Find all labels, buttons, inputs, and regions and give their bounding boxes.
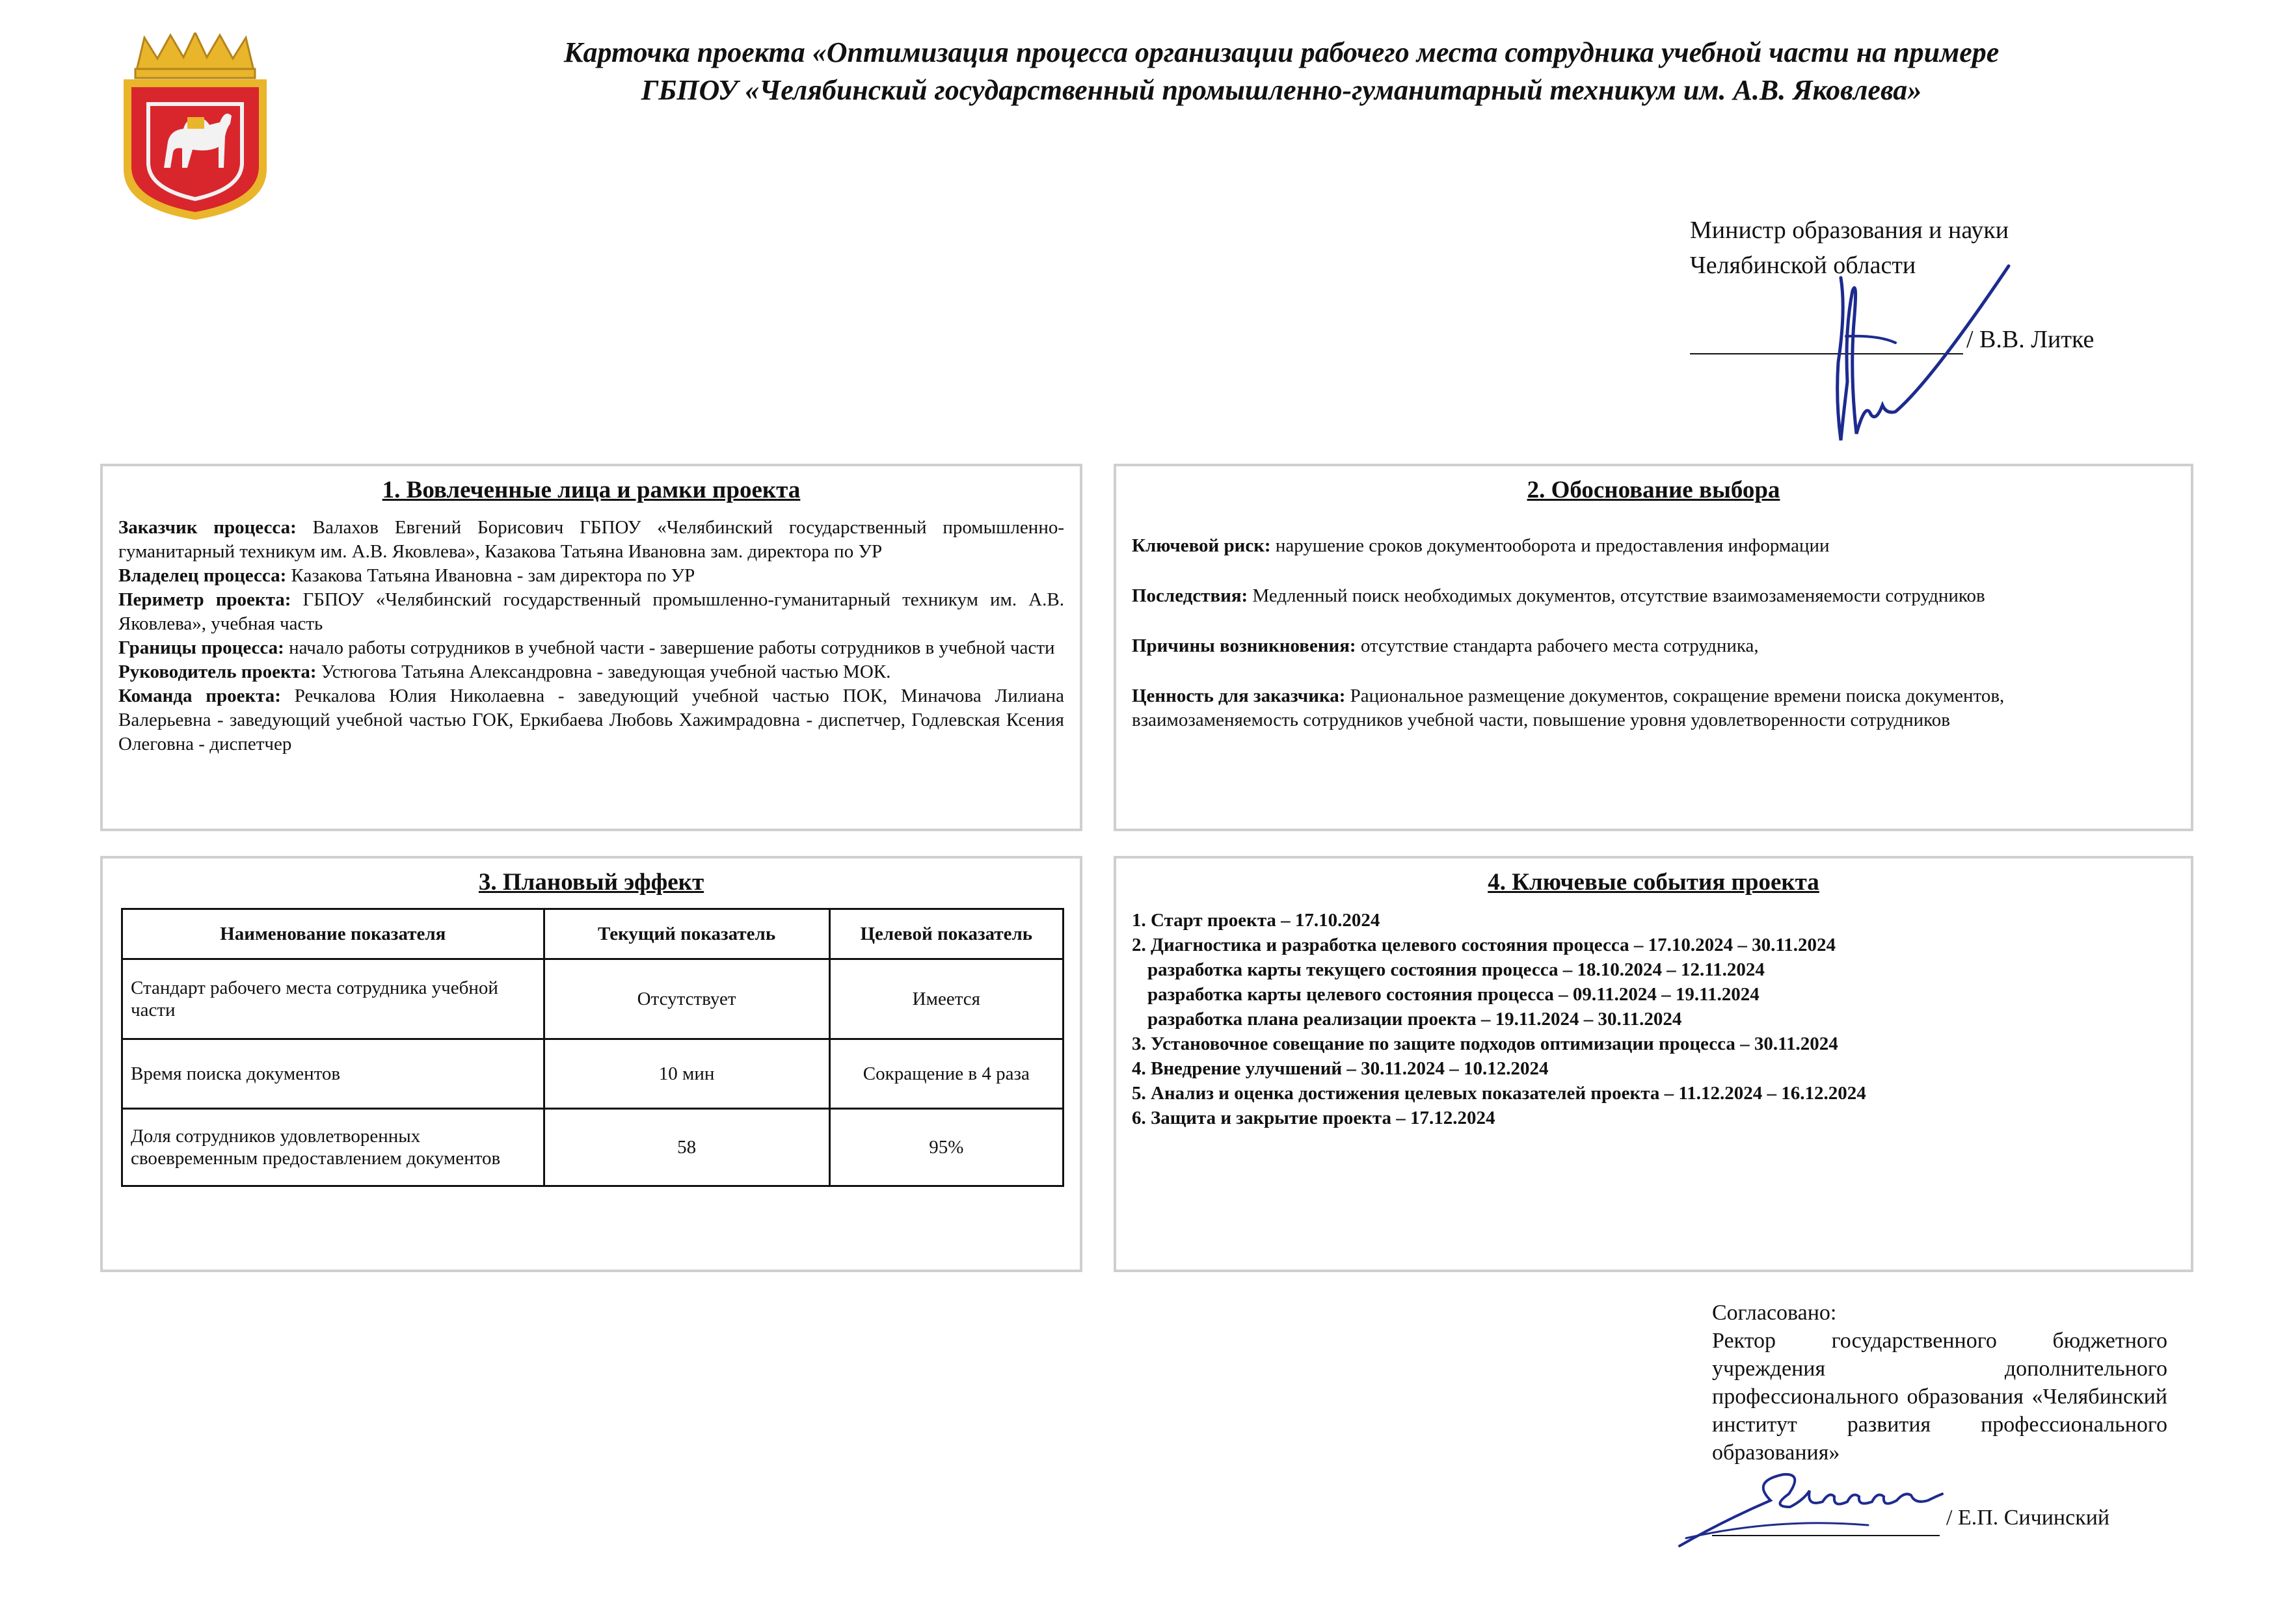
table-header-row bbox=[122, 909, 1064, 959]
section-3-title: 3. Плановый эффект bbox=[478, 869, 704, 896]
section-planned-effect bbox=[100, 856, 1082, 1272]
event-subitem: разработка карты целевого состояния процесса – 09.11.2024 – 19.11.2024 bbox=[1147, 984, 1760, 1005]
table-row bbox=[122, 1039, 1064, 1109]
justification-item: Последствия: Медленный поиск необходимых документов, отсутствие взаимозаменяемости сотрудников bbox=[1132, 585, 1985, 606]
event-item: 1. Старт проекта – 17.10.2024 bbox=[1132, 910, 1380, 931]
table-row bbox=[122, 959, 1064, 1039]
event-item: 5. Анализ и оценка достижения целевых показателей проекта – 11.12.2024 – 16.12.2024 bbox=[1132, 1083, 1866, 1104]
event-subitem: разработка карты текущего состояния процесса – 18.10.2024 – 12.11.2024 bbox=[1147, 959, 1765, 980]
agreement-position: Ректор государственного бюджетного учреждения дополнительного профессионального образования «Челябинский институт развития профессионального образования» bbox=[1712, 1329, 2167, 1465]
table-header-cell: Целевой показатель bbox=[829, 909, 1063, 959]
rector-signature bbox=[1673, 1455, 1946, 1552]
document-title bbox=[403, 34, 2160, 109]
table-cell: Время поиска документов bbox=[122, 1039, 544, 1109]
title-line-1: Карточка проекта «Оптимизация процесса организации рабочего места сотрудника учебной части на примере bbox=[563, 36, 2000, 68]
agreement-header: Согласовано: bbox=[1712, 1301, 1837, 1325]
coat-of-arms-icon bbox=[111, 33, 280, 221]
event-subitem: разработка плана реализации проекта – 19.11.2024 – 30.11.2024 bbox=[1147, 1009, 1682, 1030]
event-item: 3. Установочное совещание по защите подходов оптимизации процесса – 30.11.2024 bbox=[1132, 1033, 1838, 1054]
section-2-title: 2. Обоснование выбора bbox=[1527, 477, 1780, 503]
title-line-2: ГБПОУ «Челябинский государственный промышленно-гуманитарный техникум им. А.В. Яковлева» bbox=[641, 74, 1922, 106]
table-cell: Доля сотрудников удовлетворенных своевременным предоставлением документов bbox=[122, 1109, 544, 1186]
section-justification bbox=[1114, 464, 2193, 831]
stakeholder-item: Команда проекта: Речкалова Юлия Николаевна - заведующий учебной частью ПОК, Миначова Лилиана Валерьевна - заведующий учебной частью ГОК, Еркибаева Любовь Хажимрадовна - диспетчер, Годлевская Ксения Олеговна - диспетчер bbox=[118, 686, 1064, 754]
effect-table bbox=[121, 908, 1064, 1187]
table-cell: Сокращение в 4 раза bbox=[829, 1039, 1063, 1109]
table-header-cell: Наименование показателя bbox=[122, 909, 544, 959]
section-4-title: 4. Ключевые события проекта bbox=[1488, 869, 1819, 896]
table-cell: 10 мин bbox=[544, 1039, 829, 1109]
event-item: 4. Внедрение улучшений – 30.11.2024 – 10.12.2024 bbox=[1132, 1058, 1549, 1079]
minister-signature bbox=[1768, 252, 2015, 460]
stakeholder-item: Периметр проекта: ГБПОУ «Челябинский государственный промышленно-гуманитарный техникум им. А.В. Яковлева», учебная часть bbox=[118, 589, 1065, 634]
event-item: 6. Защита и закрытие проекта – 17.12.2024 bbox=[1132, 1108, 1495, 1128]
table-cell: 58 bbox=[544, 1109, 829, 1186]
section-stakeholders bbox=[100, 464, 1082, 831]
stakeholder-item: Владелец процесса: Казакова Татьяна Ивановна - зам директора по УР bbox=[118, 565, 695, 586]
table-cell: Отсутствует bbox=[544, 959, 829, 1039]
table-cell: Стандарт рабочего места сотрудника учебной части bbox=[122, 959, 544, 1039]
stakeholder-item: Руководитель проекта: Устюгова Татьяна Александровна - заведующая учебной частью МОК. bbox=[118, 661, 891, 682]
justification-item: Ценность для заказчика: Рациональное размещение документов, сокращение времени поиска документов, взаимозаменяемость сотрудников учебной части, повышение уровня удовлетворенности сотрудников bbox=[1132, 686, 2005, 730]
section-key-events bbox=[1114, 856, 2193, 1272]
justification-item: Ключевой риск: нарушение сроков документооборота и предоставления информации bbox=[1132, 535, 1830, 556]
event-item: 2. Диагностика и разработка целевого состояния процесса – 17.10.2024 – 30.11.2024 bbox=[1132, 935, 1836, 955]
table-cell: 95% bbox=[829, 1109, 1063, 1186]
approval-block bbox=[1690, 213, 2184, 353]
section-1-title: 1. Вовлеченные лица и рамки проекта bbox=[382, 477, 801, 503]
agreement-name: / Е.П. Сичинский bbox=[1946, 1506, 2110, 1530]
approval-position-line-2: Челябинской области bbox=[1690, 252, 1916, 279]
table-cell: Имеется bbox=[829, 959, 1063, 1039]
approval-position-line-1: Министр образования и науки bbox=[1690, 217, 2009, 244]
justification-item: Причины возникновения: отсутствие стандарта рабочего места сотрудника, bbox=[1132, 635, 1759, 656]
table-header-cell: Текущий показатель bbox=[544, 909, 829, 959]
approval-name: / В.В. Литке bbox=[1966, 326, 2095, 353]
agreement-block bbox=[1712, 1299, 2167, 1530]
stakeholder-item: Границы процесса: начало работы сотрудников в учебной части - завершение работы сотрудников в учебной части bbox=[118, 637, 1055, 658]
stakeholder-item: Заказчик процесса: Валахов Евгений Борисович ГБПОУ «Челябинский государственный промышленно-гуманитарный техникум им. А.В. Яковлева», Казакова Татьяна Ивановна зам. директора по УР bbox=[118, 517, 1064, 562]
table-row bbox=[122, 1109, 1064, 1186]
